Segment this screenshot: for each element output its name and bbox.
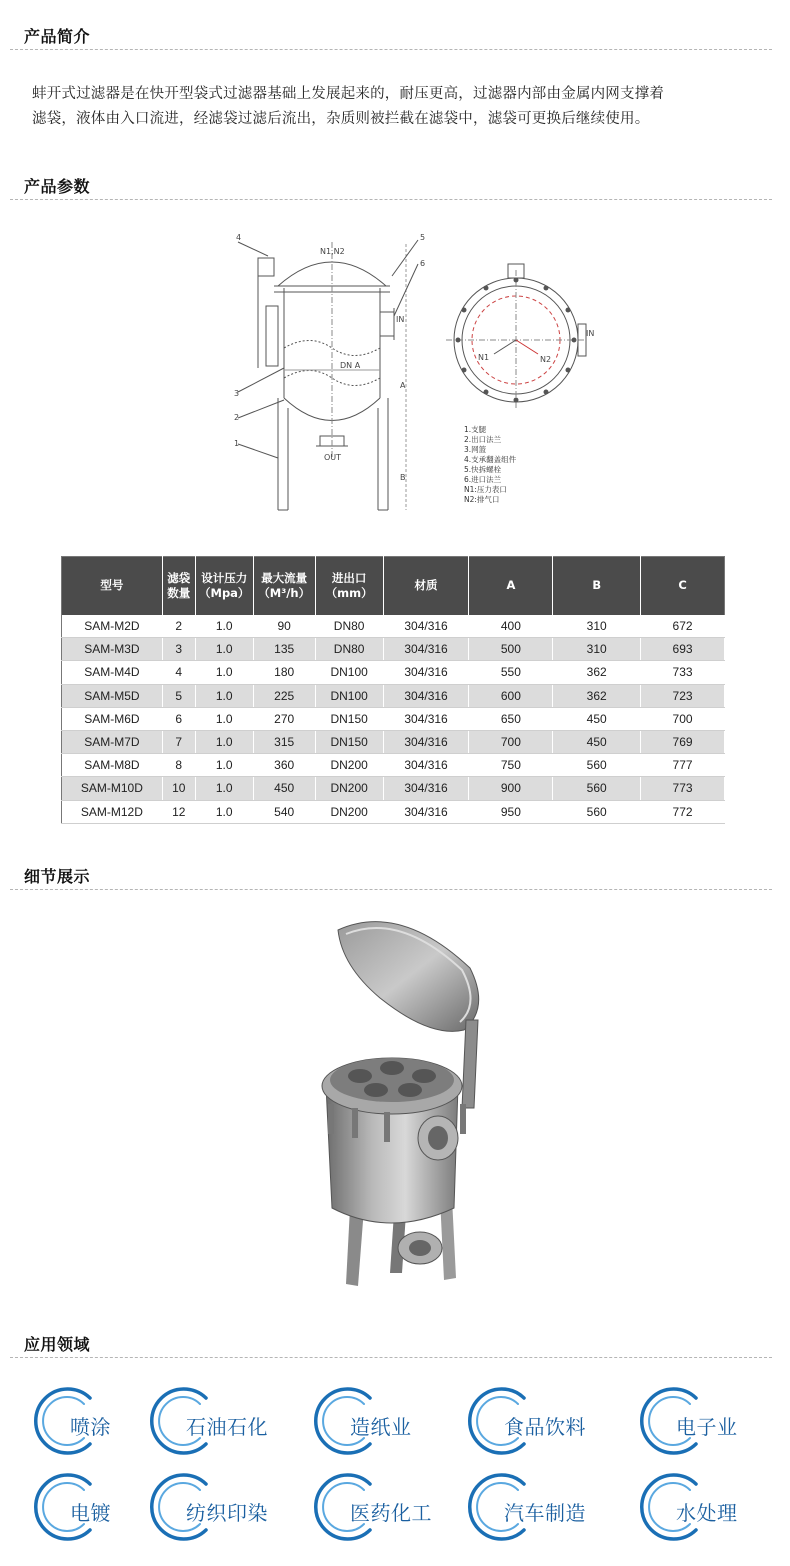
drawing-legend — [464, 425, 516, 505]
plan-label-n2: N2 — [540, 355, 552, 364]
header-pressure: 设计压力 （Mpa） — [195, 557, 253, 615]
legend-item: 3.网篮 — [464, 445, 487, 454]
callout-4: 4 — [236, 233, 242, 242]
header-material: 材质 — [383, 557, 469, 615]
nozzle-label: N1,N2 — [320, 247, 345, 256]
table-header-row — [62, 557, 725, 615]
callout-1: 1 — [234, 439, 240, 448]
spec-table — [61, 556, 725, 824]
table-row: SAM-M6D 6 1.0 270 DN150 304/316 650 450 700 — [62, 707, 725, 730]
callout-5: 5 — [420, 233, 426, 242]
header-model: 型号 — [62, 557, 163, 615]
callout-6: 6 — [420, 259, 426, 268]
application-label: 纺织印染 — [186, 1501, 268, 1525]
legend-item: N2:排气口 — [464, 495, 500, 504]
legend-item: N1:压力表口 — [464, 485, 507, 494]
application-item — [314, 1470, 464, 1550]
section-title: 产品参数 — [24, 177, 91, 196]
application-item — [468, 1470, 618, 1550]
legend-item: 6.进口法兰 — [464, 475, 502, 484]
intro-paragraph — [32, 82, 752, 132]
section-header-details — [10, 860, 772, 890]
outlet-label: OUT — [324, 453, 342, 462]
header-bags: 滤袋 数量 — [162, 557, 195, 615]
section-title: 应用领域 — [24, 1335, 91, 1354]
plan-label-in: IN — [586, 329, 595, 338]
intro-line-2: 滤袋，液体由入口流进，经滤袋过滤后流出，杂质则被拦截在滤袋中，滤袋可更换后继续使用。 — [32, 111, 650, 127]
header-c: C — [641, 557, 725, 615]
application-label: 电子业 — [676, 1415, 738, 1439]
table-row: SAM-M7D 7 1.0 315 DN150 304/316 700 450 769 — [62, 730, 725, 753]
section-header-applications — [10, 1328, 772, 1358]
application-item — [150, 1470, 300, 1550]
header-port: 进出口 （mm） — [315, 557, 383, 615]
section-title: 产品简介 — [24, 27, 91, 46]
table-row: SAM-M4D 4 1.0 180 DN100 304/316 550 362 733 — [62, 661, 725, 684]
application-label: 医药化工 — [350, 1501, 432, 1525]
table-row: SAM-M10D 10 1.0 450 DN200 304/316 900 560 773 — [62, 777, 725, 800]
application-label: 汽车制造 — [504, 1501, 586, 1525]
table-row: SAM-M3D 3 1.0 135 DN80 304/316 500 310 693 — [62, 638, 725, 661]
section-title: 细节展示 — [24, 867, 91, 886]
product-photo — [290, 908, 500, 1293]
legend-item: 2.出口法兰 — [464, 435, 502, 444]
intro-line-1: 蚌开式过滤器是在快开型袋式过滤器基础上发展起来的，耐压更高，过滤器内部由金属内网支撑着 — [32, 86, 665, 102]
section-header-params — [10, 170, 772, 200]
application-label: 喷涂 — [70, 1415, 111, 1439]
inlet-label: IN — [396, 315, 405, 324]
dim-label-b: B — [400, 473, 406, 482]
diameter-label: DN A — [340, 361, 361, 370]
application-label: 石油石化 — [186, 1415, 268, 1439]
application-item — [468, 1384, 618, 1464]
header-a: A — [469, 557, 553, 615]
table-row: SAM-M5D 5 1.0 225 DN100 304/316 600 362 723 — [62, 684, 725, 707]
application-label: 食品饮料 — [504, 1415, 586, 1439]
application-label: 造纸业 — [350, 1415, 412, 1439]
header-b: B — [553, 557, 641, 615]
table-row: SAM-M8D 8 1.0 360 DN200 304/316 750 560 777 — [62, 754, 725, 777]
application-item — [640, 1470, 790, 1550]
application-label: 水处理 — [676, 1501, 738, 1525]
table-row: SAM-M12D 12 1.0 540 DN200 304/316 950 560 772 — [62, 800, 725, 823]
application-item — [150, 1384, 300, 1464]
table-row: SAM-M2D 2 1.0 90 DN80 304/316 400 310 672 — [62, 615, 725, 638]
dim-label-a: A — [400, 381, 406, 390]
legend-item: 5.快拆螺栓 — [464, 465, 502, 474]
legend-item: 4.支承翻盖组件 — [464, 455, 517, 464]
header-flow: 最大流量 （M³/h） — [253, 557, 315, 615]
application-item — [314, 1384, 464, 1464]
callout-3: 3 — [234, 389, 240, 398]
application-label: 电镀 — [70, 1501, 111, 1525]
legend-item: 1.支腿 — [464, 425, 487, 434]
plan-label-n1: N1 — [478, 353, 490, 362]
callout-2: 2 — [234, 413, 240, 422]
section-header-intro — [10, 20, 772, 50]
application-item — [640, 1384, 790, 1464]
